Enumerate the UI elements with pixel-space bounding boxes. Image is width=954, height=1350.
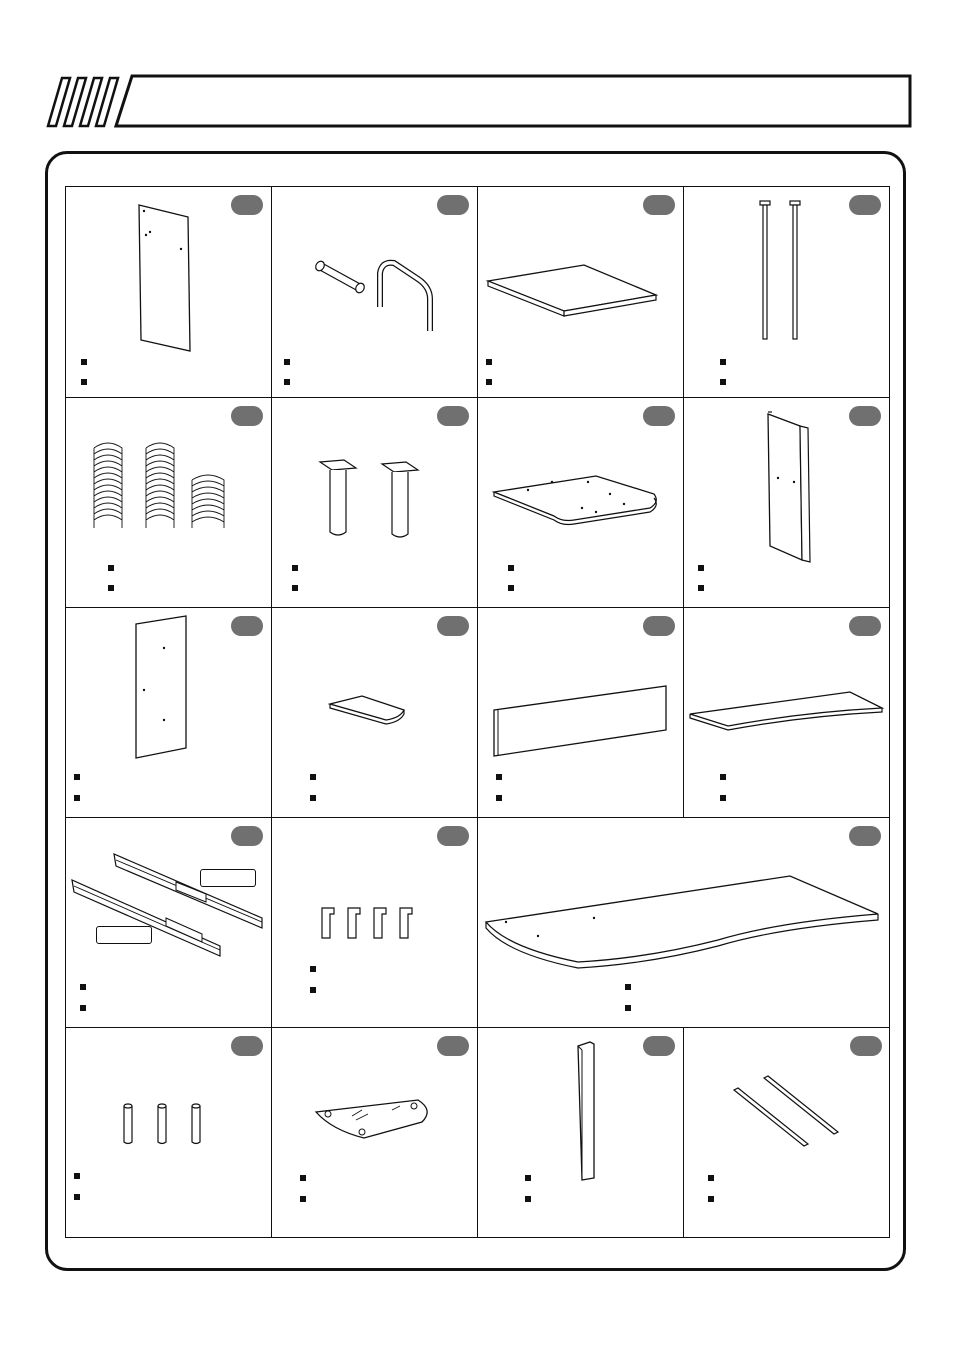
- bullet: [74, 774, 80, 780]
- part-cell-18: [478, 1028, 684, 1238]
- glass-shelf-icon: [272, 1028, 478, 1238]
- part-cell-03: [478, 187, 684, 398]
- bullet: [310, 795, 316, 801]
- bullet: [108, 585, 114, 591]
- part-cell-15: [478, 818, 890, 1028]
- bullet: [284, 359, 290, 365]
- bullet: [698, 585, 704, 591]
- part-cell-06: [272, 398, 478, 608]
- rail-rods-icon: [684, 1028, 890, 1238]
- bullet: [74, 1173, 80, 1179]
- bullet: [496, 795, 502, 801]
- bullet: [720, 774, 726, 780]
- part-cell-10: [272, 608, 478, 818]
- bullet: [80, 1005, 86, 1011]
- part-cell-04: [684, 187, 890, 398]
- part-number-badge: [231, 826, 263, 846]
- bullet: [74, 795, 80, 801]
- part-number-badge: [850, 1036, 882, 1056]
- bullet: [486, 359, 492, 365]
- header-title-bar: [116, 76, 910, 126]
- bullet: [284, 379, 290, 385]
- bullet: [310, 987, 316, 993]
- support-rods-icon: [684, 187, 890, 398]
- part-number-badge: [643, 616, 675, 636]
- tube-and-u-bracket-icon: [272, 187, 478, 398]
- bullet: [625, 984, 631, 990]
- part-number-badge: [849, 406, 881, 426]
- bullet: [81, 359, 87, 365]
- keyboard-board-icon: [684, 608, 890, 818]
- part-number-badge: [849, 826, 881, 846]
- part-cell-11: [478, 608, 684, 818]
- part-number-badge: [643, 1036, 675, 1056]
- bullet: [292, 585, 298, 591]
- bullet: [108, 565, 114, 571]
- part-cell-16: [66, 1028, 272, 1238]
- part-number-badge: [437, 406, 469, 426]
- part-cell-19: [684, 1028, 890, 1238]
- drawer-slides-icon: [66, 818, 272, 1028]
- part-number-badge: [437, 195, 469, 215]
- bullet: [486, 379, 492, 385]
- part-number-badge: [437, 1036, 469, 1056]
- part-cell-12: [684, 608, 890, 818]
- bullet: [74, 1194, 80, 1200]
- header-banner: [0, 0, 954, 140]
- parts-grid: [65, 186, 890, 1238]
- slide-tag: [96, 926, 152, 944]
- bullet: [508, 565, 514, 571]
- part-number-badge: [231, 195, 263, 215]
- bullet: [720, 795, 726, 801]
- part-number-badge: [849, 195, 881, 215]
- cd-rack-dividers-icon: [66, 398, 272, 608]
- tall-side-panel-icon: [684, 398, 890, 608]
- bullet: [720, 379, 726, 385]
- corner-top-board-icon: [478, 398, 684, 608]
- bullet: [300, 1175, 306, 1181]
- part-number-badge: [643, 406, 675, 426]
- part-number-badge: [643, 195, 675, 215]
- bullet: [310, 966, 316, 972]
- bullet: [708, 1196, 714, 1202]
- desk-top-icon: [478, 818, 890, 1028]
- part-number-badge: [231, 1036, 263, 1056]
- bullet: [625, 1005, 631, 1011]
- part-cell-07: [478, 398, 684, 608]
- part-number-badge: [437, 826, 469, 846]
- bullet: [508, 585, 514, 591]
- bullet: [720, 359, 726, 365]
- part-cell-02: [272, 187, 478, 398]
- narrow-panel-icon: [66, 608, 272, 818]
- shelf-board-icon: [478, 187, 684, 398]
- bullet: [708, 1175, 714, 1181]
- metal-brackets-icon: [272, 818, 478, 1028]
- part-cell-08: [684, 398, 890, 608]
- dowel-posts-icon: [66, 1028, 272, 1238]
- bullet: [81, 379, 87, 385]
- slide-tag: [200, 869, 256, 887]
- part-cell-14: [272, 818, 478, 1028]
- bullet: [292, 565, 298, 571]
- part-number-badge: [437, 616, 469, 636]
- part-number-badge: [231, 406, 263, 426]
- part-number-badge: [849, 616, 881, 636]
- modesty-panel-icon: [478, 608, 684, 818]
- side-panel-icon: [66, 187, 272, 398]
- part-cell-09: [66, 608, 272, 818]
- corner-shelf-icon: [272, 608, 478, 818]
- bullet: [310, 774, 316, 780]
- part-cell-13: [66, 818, 272, 1028]
- part-cell-17: [272, 1028, 478, 1238]
- bullet: [525, 1196, 531, 1202]
- bullet: [525, 1175, 531, 1181]
- upright-board-icon: [478, 1028, 684, 1238]
- part-cell-01: [66, 187, 272, 398]
- part-number-badge: [231, 616, 263, 636]
- bullet: [698, 565, 704, 571]
- part-cell-05: [66, 398, 272, 608]
- leg-posts-icon: [272, 398, 478, 608]
- bullet: [80, 984, 86, 990]
- bullet: [496, 774, 502, 780]
- header-stripes-icon: [48, 78, 118, 126]
- bullet: [300, 1196, 306, 1202]
